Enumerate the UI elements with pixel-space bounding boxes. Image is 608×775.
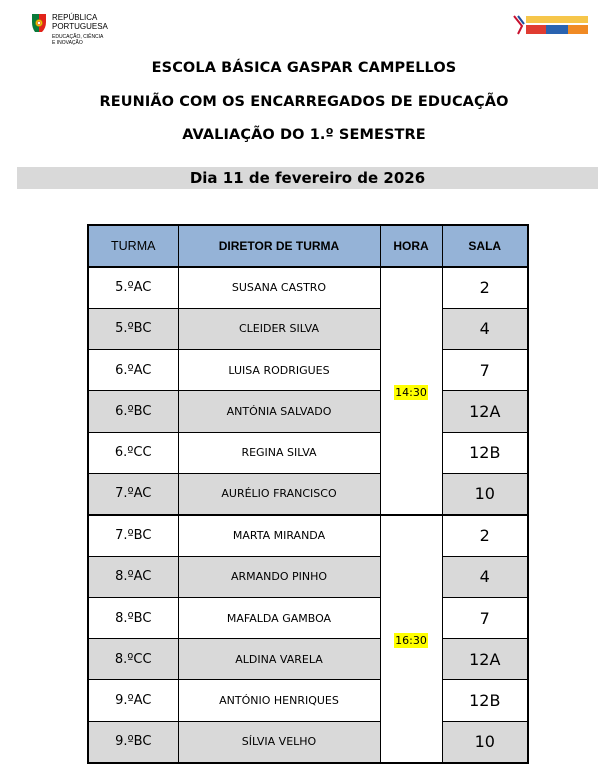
- turma-cell: 9.ºAC: [88, 680, 178, 721]
- republica-portuguesa-logo: [30, 10, 150, 58]
- header-diretor: DIRETOR DE TURMA: [178, 225, 380, 267]
- diretor-cell: ANTÓNIO HENRIQUES: [178, 680, 380, 721]
- schedule-table: [87, 224, 529, 764]
- table-row: [88, 432, 528, 473]
- sala-cell: 7: [442, 597, 528, 638]
- table-row: [88, 350, 528, 391]
- table-row: [88, 308, 528, 349]
- turma-cell: 6.ºCC: [88, 432, 178, 473]
- table-row: [88, 556, 528, 597]
- turma-cell: 8.ºAC: [88, 556, 178, 597]
- sala-cell: 4: [442, 556, 528, 597]
- table-row: [88, 597, 528, 638]
- sala-cell: 10: [442, 473, 528, 514]
- sala-cell: 2: [442, 515, 528, 556]
- diretor-cell: AURÉLIO FRANCISCO: [178, 473, 380, 514]
- sala-cell: 10: [442, 721, 528, 762]
- turma-cell: 9.ºBC: [88, 721, 178, 762]
- hora-cell: [380, 515, 442, 763]
- logo-subline-1: EDUCAÇÃO, CIÊNCIA: [52, 34, 104, 40]
- diretor-cell: CLEIDER SILVA: [178, 308, 380, 349]
- agrupamento-logo: [512, 12, 590, 38]
- header-sala: SALA: [442, 225, 528, 267]
- sala-cell: 7: [442, 350, 528, 391]
- diretor-cell: ALDINA VARELA: [178, 639, 380, 680]
- sala-cell: 2: [442, 267, 528, 308]
- sala-cell: 12B: [442, 680, 528, 721]
- table-row: [88, 515, 528, 556]
- diretor-cell: SÍLVIA VELHO: [178, 721, 380, 762]
- time-highlight: 14:30: [395, 386, 427, 400]
- meeting-date: Dia 11 de fevereiro de 2026: [17, 167, 598, 189]
- table-row: [88, 721, 528, 762]
- diretor-cell: SUSANA CASTRO: [178, 267, 380, 308]
- turma-cell: 6.ºBC: [88, 391, 178, 432]
- header-turma: TURMA: [88, 225, 178, 267]
- sala-cell: 12A: [442, 391, 528, 432]
- portugal-flag-icon: [30, 12, 48, 34]
- turma-cell: 6.ºAC: [88, 350, 178, 391]
- turma-cell: 7.ºAC: [88, 473, 178, 514]
- logo-subline-2: E INOVAÇÃO: [52, 40, 83, 46]
- table-row: [88, 639, 528, 680]
- evaluation-title: AVALIAÇÃO DO 1.º SEMESTRE: [182, 127, 426, 143]
- table-row: [88, 267, 528, 308]
- meeting-title: REUNIÃO COM OS ENCARREGADOS DE EDUCAÇÃO: [99, 94, 509, 110]
- sala-cell: 12B: [442, 432, 528, 473]
- logo-line-2: PORTUGUESA: [52, 22, 108, 31]
- table-row: [88, 391, 528, 432]
- header-hora: HORA: [380, 225, 442, 267]
- diretor-cell: LUISA RODRIGUES: [178, 350, 380, 391]
- hora-cell: [380, 267, 442, 515]
- turma-cell: 8.ºCC: [88, 639, 178, 680]
- table-row: [88, 680, 528, 721]
- table-header-row: [88, 225, 528, 267]
- turma-cell: 5.ºBC: [88, 308, 178, 349]
- diretor-cell: ARMANDO PINHO: [178, 556, 380, 597]
- diretor-cell: ANTÓNIA SALVADO: [178, 391, 380, 432]
- logo-line-1: REPÚBLICA: [52, 13, 98, 22]
- sala-cell: 12A: [442, 639, 528, 680]
- agrupamento-logo-icon: [512, 12, 590, 38]
- diretor-cell: REGINA SILVA: [178, 432, 380, 473]
- sala-cell: 4: [442, 308, 528, 349]
- schedule-body: [88, 267, 528, 763]
- turma-cell: 7.ºBC: [88, 515, 178, 556]
- diretor-cell: MARTA MIRANDA: [178, 515, 380, 556]
- turma-cell: 5.ºAC: [88, 267, 178, 308]
- diretor-cell: MAFALDA GAMBOA: [178, 597, 380, 638]
- school-title: ESCOLA BÁSICA GASPAR CAMPELLOS: [151, 60, 457, 76]
- time-highlight: 16:30: [395, 634, 427, 648]
- turma-cell: 8.ºBC: [88, 597, 178, 638]
- table-row: [88, 473, 528, 514]
